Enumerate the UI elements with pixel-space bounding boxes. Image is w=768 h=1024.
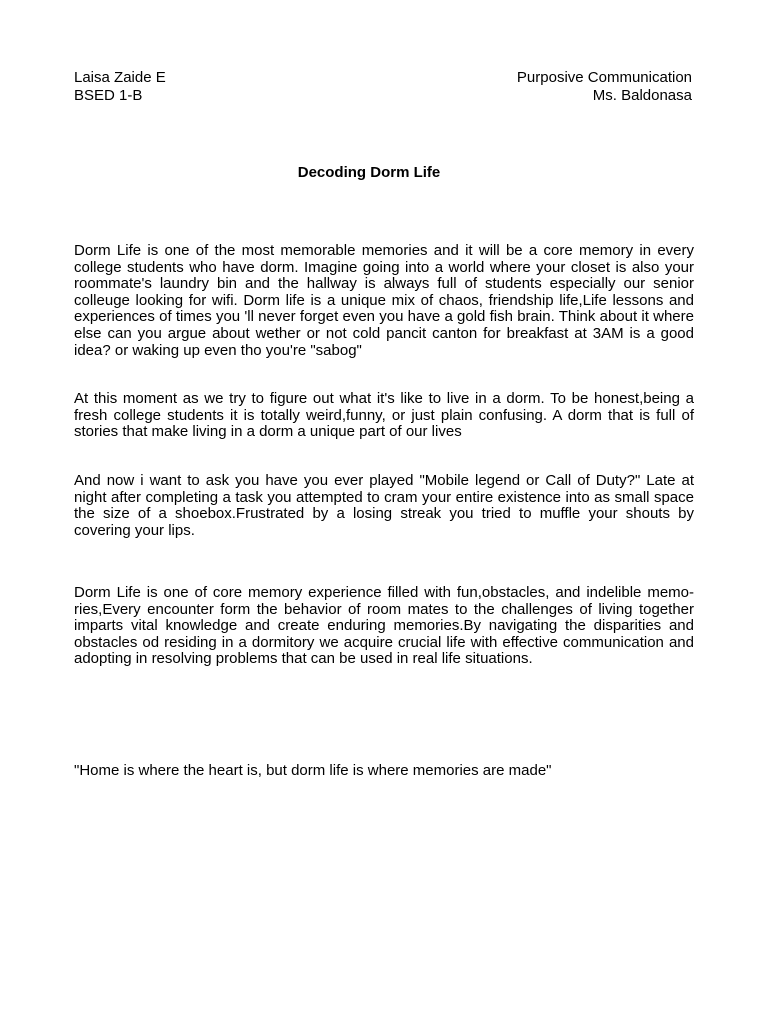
- closing-quote: "Home is where the heart is, but dorm life is where memories are made": [74, 762, 552, 779]
- essay-title: Decoding Dorm Life: [297, 164, 441, 181]
- instructor-name: Ms. Baldonasa: [592, 87, 692, 104]
- document-header: [74, 69, 692, 105]
- paragraph-2: At this moment as we try to figure out what it's like to live in a dorm. To be honest,being a fresh college students it is totally weird,funny, or just plain confusing. A dorm that is full of stories that make living in a dorm a unique part of our lives: [74, 390, 694, 441]
- paragraph-4: Dorm Life is one of core memory experience filled with fun,obstacles, and indelible memories,Every encounter form the behavior of room mates to the challenges of living together imparts vital knowledge and create enduring memories.By navigating the disparities and obstacles od residing in a dormitory we acquire crucial life with effective communication and adopting in resolving problems that can be used in real life situations.: [74, 584, 694, 668]
- course-name: Purposive Communication: [516, 69, 692, 86]
- student-section: BSED 1-B: [74, 87, 143, 104]
- document-page: [74, 69, 694, 779]
- header-right: [517, 69, 692, 105]
- paragraph-1: Dorm Life is one of the most memorable memories and it will be a core memory in every college students who have dorm. Imagine going into a world where your closet is also your roommate's laundry bin and the hallway is always full of students especially our senior colleuge looking for wifi. Dorm life is a unique mix of chaos, friendship life,Life lessons and experiences of times you 'll never forget even you have a gold fish brain. Think about it where else can you argue about wether or not cold pancit canton for breakfast at 3AM is a good idea? or waking up even tho you're "sabog": [74, 242, 694, 359]
- author-name: Laisa Zaide E: [74, 69, 166, 86]
- paragraph-3: And now i want to ask you have you ever played "Mobile legend or Call of Duty?" Late at night after completing a task you attempted to cram your entire existence into as small space the size of a shoebox.Frustrated by a losing streak you tried to muffle your shouts by covering your lips.: [74, 472, 694, 539]
- header-left: [74, 69, 166, 105]
